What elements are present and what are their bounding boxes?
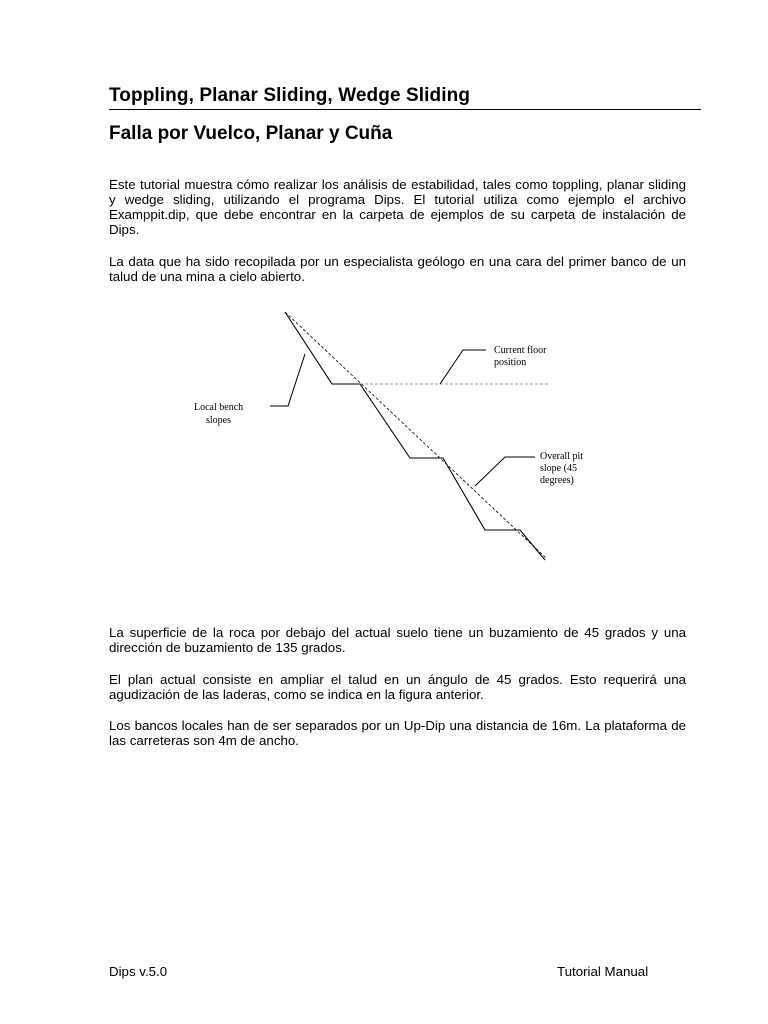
local-bench-leader: [270, 354, 305, 406]
overall-pit-leader: [475, 457, 535, 486]
label-current-floor-1: Current floor: [494, 345, 547, 356]
label-overall-pit-2: slope (45: [540, 463, 577, 474]
label-overall-pit-1: Overall pit: [540, 451, 584, 462]
footer-version: Dips v.5.0: [109, 964, 168, 979]
paragraph-plan: El plan actual consiste en ampliar el talud en un ángulo de 45 grados. Esto requerirá una agudización de las laderas, como se indica en la figura anterior.: [109, 672, 686, 702]
pit-slope-diagram: [180, 306, 584, 564]
label-local-bench-2: slopes: [206, 415, 231, 426]
label-overall-pit-3: degrees): [540, 475, 574, 486]
title-rule: [109, 109, 701, 110]
paragraph-data-source: La data que ha sido recopilada por un especialista geólogo en una cara del primer banco de un talud de una mina a cielo abierto.: [109, 254, 686, 284]
paragraph-rock-surface: La superficie de la roca por debajo del actual suelo tiene un buzamiento de 45 grados y una dirección de buzamiento de 135 grados.: [109, 625, 686, 655]
paragraph-benches: Los bancos locales han de ser separados por un Up-Dip una distancia de 16m. La plataforma de las carreteras son 4m de ancho.: [109, 718, 686, 748]
page-title: Toppling, Planar Sliding, Wedge Sliding: [109, 85, 471, 106]
label-current-floor-2: position: [494, 357, 527, 368]
page-subtitle: Falla por Vuelco, Planar y Cuña: [109, 123, 393, 144]
current-floor-leader: [440, 350, 486, 384]
footer-manual: Tutorial Manual: [557, 964, 649, 979]
label-local-bench-1: Local bench: [194, 402, 244, 413]
paragraph-intro: Este tutorial muestra cómo realizar los análisis de estabilidad, tales como toppling, planar sliding y wedge sliding, utilizando el programa Dips. El tutorial utiliza como ejemplo el archivo Examppit.dip, que debe encontrar en la carpeta de ejemplos de su carpeta de instalación de Dips.: [109, 177, 686, 237]
